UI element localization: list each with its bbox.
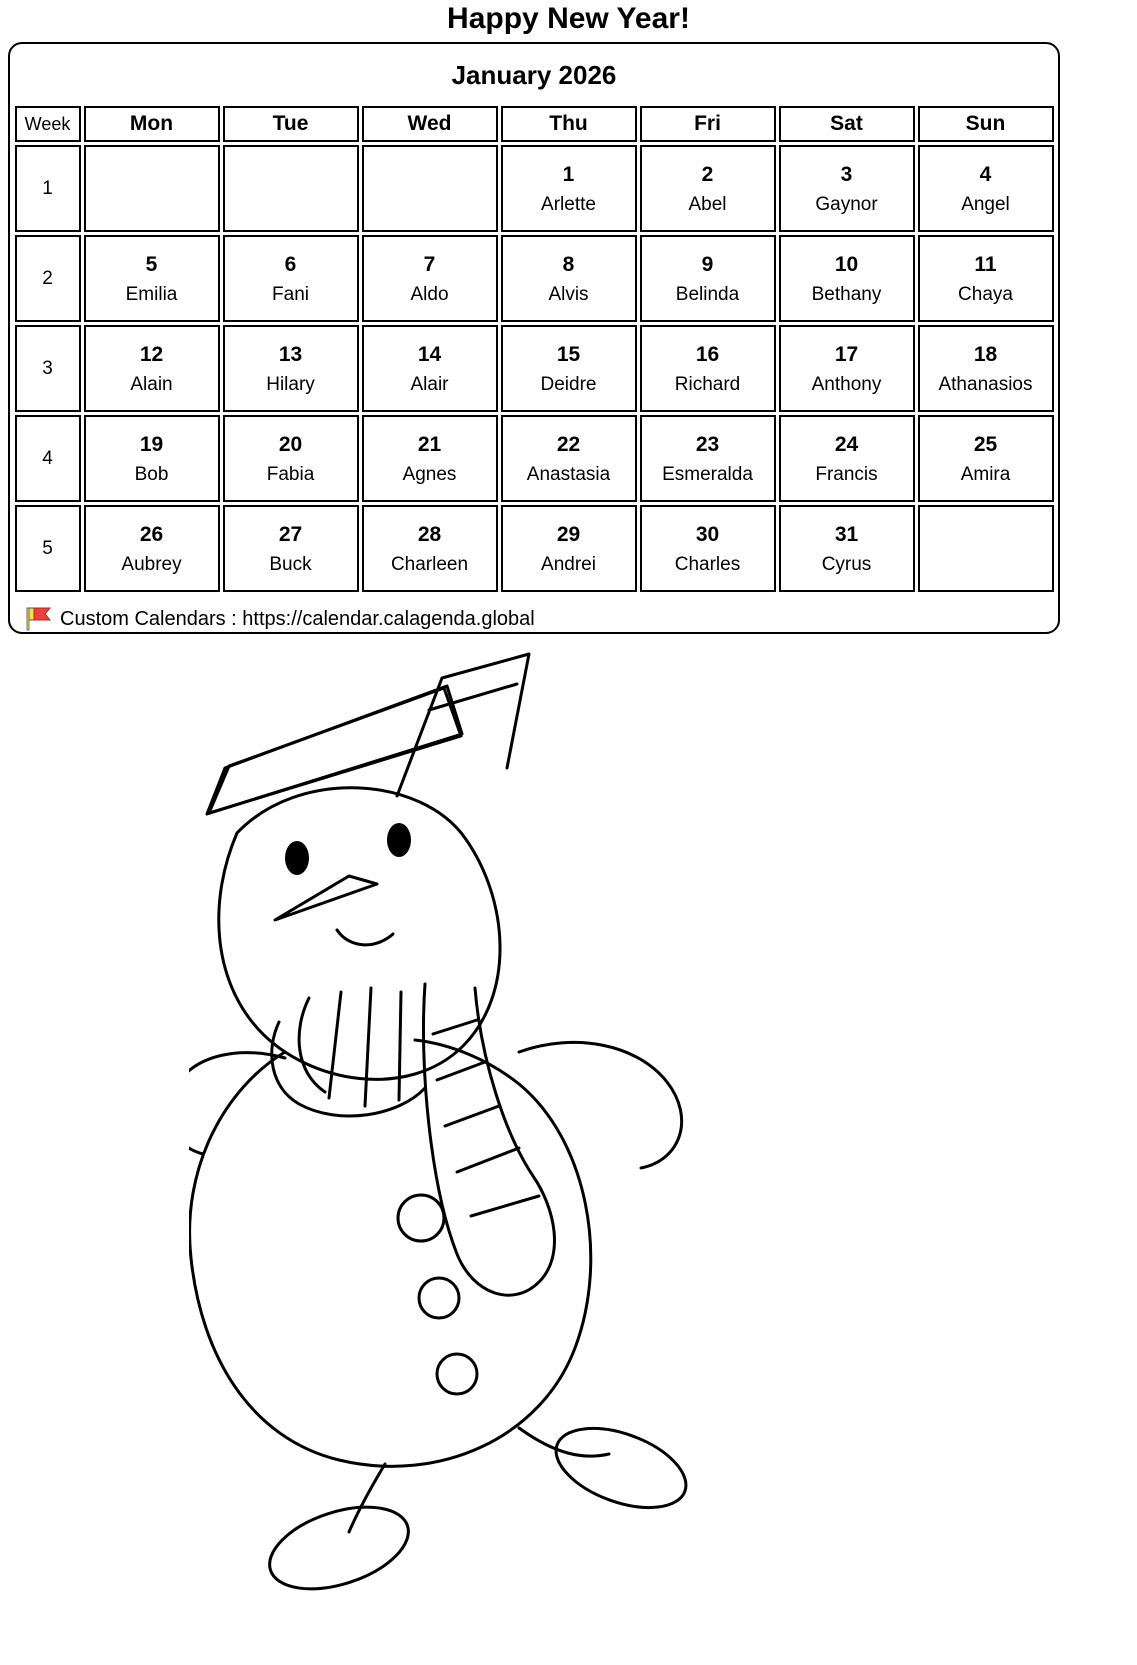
day-cell[interactable] <box>640 235 776 322</box>
calendar-table <box>12 103 1057 595</box>
day-name: Andrei <box>541 553 596 575</box>
day-name: Alain <box>130 373 173 395</box>
day-number: 29 <box>556 522 581 546</box>
day-number: 22 <box>556 432 581 456</box>
day-name: Fani <box>272 283 309 305</box>
day-cell[interactable] <box>223 505 359 592</box>
day-number: 15 <box>556 342 581 366</box>
day-cell[interactable] <box>223 235 359 322</box>
day-name: Gaynor <box>815 193 878 215</box>
day-number: 25 <box>973 432 998 456</box>
day-name: Bethany <box>811 283 882 305</box>
column-header-week: Week <box>15 106 81 142</box>
day-cell[interactable] <box>501 145 637 232</box>
day-number: 8 <box>562 252 575 276</box>
day-cell[interactable] <box>362 145 498 232</box>
day-cell[interactable] <box>779 415 915 502</box>
column-header-sat: Sat <box>779 106 915 142</box>
day-number: 13 <box>278 342 303 366</box>
day-cell[interactable] <box>779 235 915 322</box>
day-number: 20 <box>278 432 303 456</box>
day-cell[interactable] <box>640 145 776 232</box>
day-cell[interactable] <box>84 235 220 322</box>
day-name: Francis <box>815 463 878 485</box>
day-cell[interactable] <box>779 145 915 232</box>
day-cell[interactable] <box>918 235 1054 322</box>
week-number: 2 <box>15 235 81 322</box>
day-cell[interactable] <box>640 415 776 502</box>
week-number: 1 <box>15 145 81 232</box>
day-cell[interactable] <box>501 325 637 412</box>
day-name: Buck <box>269 553 312 575</box>
day-number: 6 <box>284 252 297 276</box>
day-number: 21 <box>417 432 442 456</box>
day-number: 19 <box>139 432 164 456</box>
column-header-sun: Sun <box>918 106 1054 142</box>
day-number: 9 <box>701 252 714 276</box>
day-name: Bob <box>134 463 169 485</box>
day-name: Alair <box>410 373 449 395</box>
day-cell[interactable] <box>362 415 498 502</box>
day-number: 16 <box>695 342 720 366</box>
day-name: Arlette <box>541 193 596 215</box>
day-cell[interactable] <box>362 235 498 322</box>
day-number: 2 <box>701 162 714 186</box>
day-cell[interactable] <box>84 415 220 502</box>
day-cell[interactable] <box>84 325 220 412</box>
calendar-month-title: January 2026 <box>451 60 617 90</box>
day-number: 30 <box>695 522 720 546</box>
day-cell[interactable] <box>362 325 498 412</box>
day-cell[interactable] <box>362 505 498 592</box>
day-cell[interactable] <box>501 235 637 322</box>
day-name: Fabia <box>266 463 315 485</box>
calendar-card <box>8 42 1060 634</box>
day-name: Angel <box>961 193 1010 215</box>
day-number: 4 <box>979 162 992 186</box>
column-header-wed: Wed <box>362 106 498 142</box>
day-cell[interactable] <box>918 505 1054 592</box>
day-number: 18 <box>973 342 998 366</box>
day-number: 7 <box>423 252 436 276</box>
day-cell[interactable] <box>84 145 220 232</box>
illustration-snowman <box>0 648 1137 1658</box>
day-cell[interactable] <box>918 145 1054 232</box>
day-cell[interactable] <box>918 325 1054 412</box>
calendar-week-row <box>15 505 1054 592</box>
day-cell[interactable] <box>84 505 220 592</box>
day-name: Richard <box>674 373 741 395</box>
day-name: Amira <box>960 463 1011 485</box>
day-name: Alvis <box>548 283 589 305</box>
day-name: Aldo <box>410 283 449 305</box>
day-number: 5 <box>145 252 158 276</box>
day-number: 12 <box>139 342 164 366</box>
day-number: 26 <box>139 522 164 546</box>
day-name: Agnes <box>402 463 457 485</box>
day-number: 11 <box>974 252 997 276</box>
calendar-week-row <box>15 145 1054 232</box>
day-name: Anthony <box>811 373 882 395</box>
day-cell[interactable] <box>501 415 637 502</box>
day-cell[interactable] <box>501 505 637 592</box>
page-title: Happy New Year! <box>447 2 690 35</box>
day-name: Chaya <box>958 283 1013 305</box>
day-name: Hilary <box>266 373 315 395</box>
day-name: Abel <box>688 193 727 215</box>
calendar-week-row <box>15 415 1054 502</box>
day-number: 14 <box>417 342 442 366</box>
column-header-tue: Tue <box>223 106 359 142</box>
column-header-fri: Fri <box>640 106 776 142</box>
day-name: Deidre <box>540 373 597 395</box>
column-header-mon: Mon <box>84 106 220 142</box>
calendar-week-row <box>15 235 1054 322</box>
day-number: 31 <box>834 522 859 546</box>
day-cell[interactable] <box>779 505 915 592</box>
day-number: 27 <box>278 522 303 546</box>
day-name: Athanasios <box>938 373 1033 395</box>
day-number: 17 <box>834 342 859 366</box>
column-header-thu: Thu <box>501 106 637 142</box>
day-name: Aubrey <box>121 553 182 575</box>
day-cell[interactable] <box>223 145 359 232</box>
day-name: Charleen <box>390 553 469 575</box>
day-cell[interactable] <box>640 325 776 412</box>
day-name: Cyrus <box>821 553 872 575</box>
week-number: 4 <box>15 415 81 502</box>
week-number: 5 <box>15 505 81 592</box>
day-number: 28 <box>417 522 442 546</box>
calendar-footer-text: Custom Calendars : https://calendar.calagenda.global <box>60 607 535 630</box>
calendar-footer <box>26 607 1058 631</box>
day-number: 23 <box>695 432 720 456</box>
calendar-week-row <box>15 325 1054 412</box>
week-number: 3 <box>15 325 81 412</box>
day-number: 10 <box>834 252 859 276</box>
day-cell[interactable] <box>223 325 359 412</box>
day-cell[interactable] <box>223 415 359 502</box>
day-cell[interactable] <box>779 325 915 412</box>
day-name: Belinda <box>675 283 740 305</box>
day-number: 1 <box>562 162 575 186</box>
day-name: Charles <box>674 553 741 575</box>
day-name: Emilia <box>125 283 178 305</box>
day-name: Esmeralda <box>662 463 753 485</box>
day-name: Anastasia <box>526 463 611 485</box>
day-number: 3 <box>840 162 853 186</box>
day-number: 24 <box>834 432 859 456</box>
day-cell[interactable] <box>918 415 1054 502</box>
flag-icon <box>26 607 52 631</box>
day-cell[interactable] <box>640 505 776 592</box>
calendar-header-row <box>15 106 1054 142</box>
